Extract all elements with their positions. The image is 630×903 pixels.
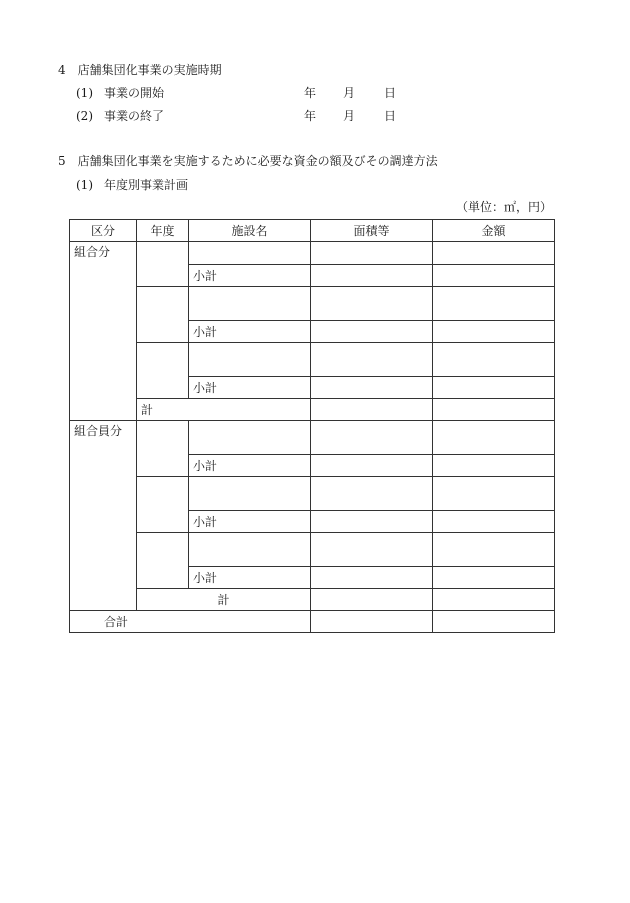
facility-cell[interactable] — [189, 242, 311, 265]
table-row — [70, 421, 555, 455]
subtotal-label: 小計 — [189, 377, 311, 399]
table-row — [70, 287, 555, 321]
year-cell[interactable] — [137, 242, 189, 287]
area-cell[interactable] — [311, 611, 433, 633]
item2-month: 月 — [343, 109, 356, 123]
header-amount: 金額 — [433, 220, 555, 242]
amount-cell[interactable] — [433, 477, 555, 511]
year-cell[interactable] — [137, 533, 189, 589]
subtotal-label: 小計 — [189, 511, 311, 533]
item1-year: 年 — [304, 86, 317, 100]
amount-cell[interactable] — [433, 321, 555, 343]
subtotal-label: 小計 — [189, 321, 311, 343]
amount-cell[interactable] — [433, 343, 555, 377]
area-cell[interactable] — [311, 399, 433, 421]
subsection-number: (1) — [76, 178, 93, 192]
area-cell[interactable] — [311, 589, 433, 611]
section4-heading: 4 店舗集団化事業の実施時期 — [58, 63, 222, 77]
item2-number: (2) — [76, 109, 93, 123]
header-category: 区分 — [70, 220, 137, 242]
subtotal-label: 小計 — [189, 265, 311, 287]
area-cell[interactable] — [311, 477, 433, 511]
area-cell[interactable] — [311, 377, 433, 399]
table-row — [70, 589, 555, 611]
facility-cell[interactable] — [189, 533, 311, 567]
subtotal-label: 小計 — [189, 455, 311, 477]
amount-cell[interactable] — [433, 287, 555, 321]
area-cell[interactable] — [311, 343, 433, 377]
area-cell[interactable] — [311, 455, 433, 477]
item2-year: 年 — [304, 109, 317, 123]
year-cell[interactable] — [137, 343, 189, 399]
amount-cell[interactable] — [433, 567, 555, 589]
area-cell[interactable] — [311, 533, 433, 567]
area-cell[interactable] — [311, 321, 433, 343]
table-row — [70, 399, 555, 421]
year-cell[interactable] — [137, 287, 189, 343]
item2-label: 事業の終了 — [104, 109, 165, 123]
amount-cell[interactable] — [433, 589, 555, 611]
table-row — [70, 477, 555, 511]
amount-cell[interactable] — [433, 533, 555, 567]
amount-cell[interactable] — [433, 421, 555, 455]
facility-cell[interactable] — [189, 477, 311, 511]
members-total-label: 計 — [137, 589, 311, 611]
group-members-label: 組合員分 — [70, 421, 137, 611]
year-cell[interactable] — [137, 421, 189, 477]
facility-cell[interactable] — [189, 343, 311, 377]
amount-cell[interactable] — [433, 377, 555, 399]
header-facility-name: 施設名 — [189, 220, 311, 242]
amount-cell[interactable] — [433, 455, 555, 477]
table-row — [70, 343, 555, 377]
amount-cell[interactable] — [433, 511, 555, 533]
area-cell[interactable] — [311, 421, 433, 455]
area-cell[interactable] — [311, 287, 433, 321]
amount-cell[interactable] — [433, 242, 555, 265]
item1-day: 日 — [384, 86, 397, 100]
item2-day: 日 — [384, 109, 397, 123]
amount-cell[interactable] — [433, 611, 555, 633]
area-cell[interactable] — [311, 242, 433, 265]
area-cell[interactable] — [311, 265, 433, 287]
section5-heading: 5 店舗集団化事業を実施するために必要な資金の額及びその調達方法 — [58, 154, 438, 168]
table-header-row — [70, 220, 555, 242]
group-cooperative-label: 組合分 — [70, 242, 137, 421]
subtotal-label: 小計 — [189, 567, 311, 589]
table-row — [70, 242, 555, 265]
table-row — [70, 611, 555, 633]
annual-plan-table — [69, 219, 555, 633]
amount-cell[interactable] — [433, 399, 555, 421]
header-fiscal-year: 年度 — [137, 220, 189, 242]
year-cell[interactable] — [137, 477, 189, 533]
cooperative-total-label: 計 — [137, 399, 311, 421]
facility-cell[interactable] — [189, 287, 311, 321]
area-cell[interactable] — [311, 567, 433, 589]
subsection-label: 年度別事業計画 — [104, 178, 189, 192]
area-cell[interactable] — [311, 511, 433, 533]
item1-number: (1) — [76, 86, 93, 100]
item1-label: 事業の開始 — [104, 86, 165, 100]
item1-month: 月 — [343, 86, 356, 100]
facility-cell[interactable] — [189, 421, 311, 455]
grand-total-label: 合計 — [70, 611, 311, 633]
table-row — [70, 533, 555, 567]
unit-note: （単位：㎡，円） — [455, 200, 552, 214]
header-area: 面積等 — [311, 220, 433, 242]
amount-cell[interactable] — [433, 265, 555, 287]
